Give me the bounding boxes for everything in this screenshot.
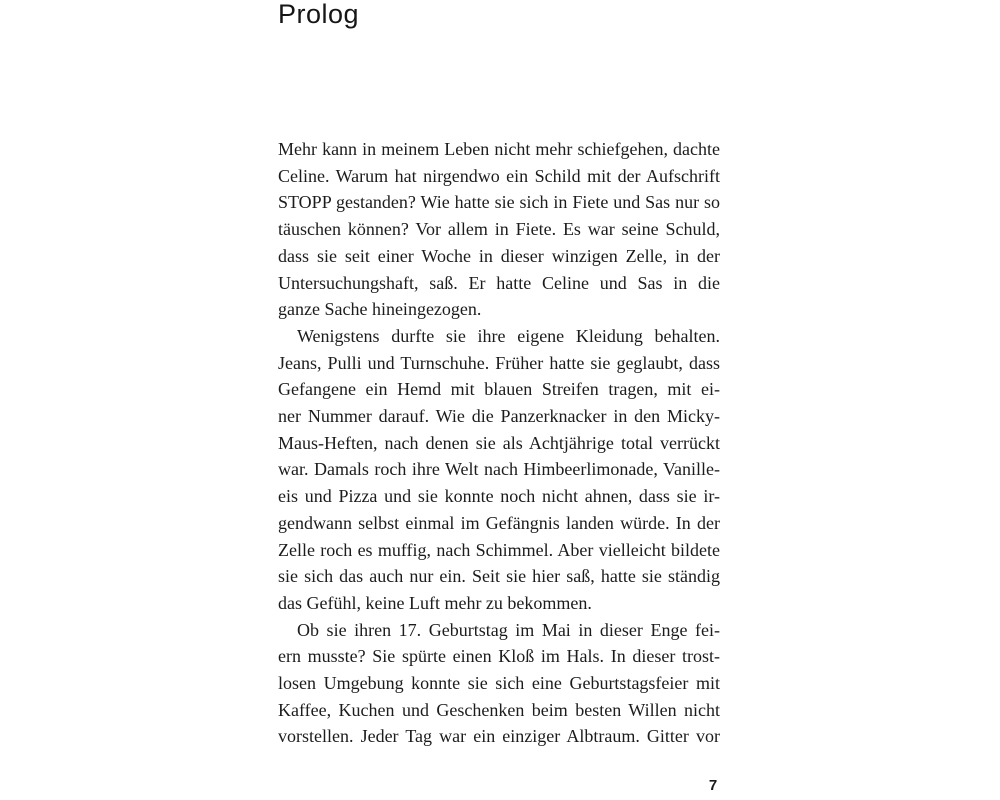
text-line: Maus-Heften, nach denen sie als Achtjährige total verrückt	[278, 432, 720, 453]
text-line: täuschen können? Vor allem in Fiete. Es war seine Schuld,	[278, 219, 720, 240]
text-line: war. Damals roch ihre Welt nach Himbeerlimonade, Vanille-	[278, 459, 720, 480]
chapter-heading: Prolog	[278, 0, 360, 29]
text-line: Mehr kann in meinem Leben nicht mehr schiefgehen, dachte	[278, 139, 720, 159]
text-line: Ob sie ihren 17. Geburtstag im Mai in dieser Enge fei-	[297, 619, 720, 640]
text-line: Zelle roch es muffig, nach Schimmel. Aber vielleicht bildete	[278, 539, 720, 560]
text-line: Gefangene ein Hemd mit blauen Streifen tragen, mit ei-	[278, 379, 720, 400]
page-number: 7	[708, 777, 718, 794]
text-line: ner Nummer darauf. Wie die Panzerknacker in den Micky-	[278, 406, 720, 427]
text-line: ganze Sache hineingezogen.	[278, 299, 482, 320]
text-line: Kaffee, Kuchen und Geschenken beim besten Willen nicht	[278, 699, 720, 720]
text-line: STOPP gestanden? Wie hatte sie sich in Fiete und Sas nur so	[278, 192, 720, 213]
text-line: vorstellen. Jeder Tag war ein einziger Albtraum. Gitter vor	[278, 726, 720, 747]
text-line: das Gefühl, keine Luft mehr zu bekommen.	[278, 592, 592, 613]
text-line: eis und Pizza und sie konnte noch nicht ahnen, dass sie ir-	[278, 486, 720, 507]
text-line: Jeans, Pulli und Turnschuhe. Früher hatte sie geglaubt, dass	[278, 352, 720, 373]
body-text-block	[278, 136, 720, 750]
text-line: sie sich das auch nur ein. Seit sie hier saß, hatte sie ständig	[278, 566, 720, 587]
text-line: Celine. Warum hat nirgendwo ein Schild mit der Aufschrift	[278, 165, 720, 186]
text-line: ern musste? Sie spürte einen Kloß im Hals. In dieser trost-	[278, 646, 720, 667]
text-line: Wenigstens durfte sie ihre eigene Kleidung behalten.	[297, 325, 720, 346]
text-line: losen Umgebung konnte sie sich eine Geburtstagsfeier mit	[278, 673, 720, 694]
text-line: dass sie seit einer Woche in dieser winzigen Zelle, in der	[278, 245, 720, 266]
text-line: gendwann selbst einmal im Gefängnis landen würde. In der	[278, 512, 720, 533]
text-line: Untersuchungshaft, saß. Er hatte Celine und Sas in die	[278, 272, 720, 293]
